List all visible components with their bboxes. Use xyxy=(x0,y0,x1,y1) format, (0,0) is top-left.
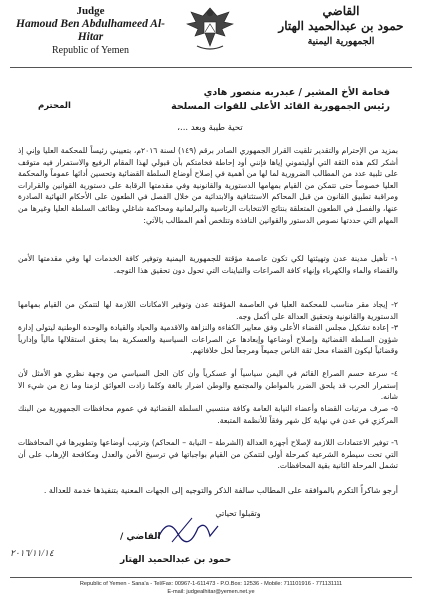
footer-contact xyxy=(10,580,412,596)
footer-divider xyxy=(10,577,412,578)
letterhead-name-ar: حمود بن عبدالحميد الهتار xyxy=(278,19,404,33)
demand-item: ٥- صرف مرتبات القضاة وأعضاء النيابة العامة وكافة منتسبي السلطة القضائية في عموم محافظات الجمهورية من البنك المركزي في عدن في نهاية كل شهر وفقاً للأنظمة المتبعة. xyxy=(18,404,398,425)
demand-item: ٣- إعادة تشكيل مجلس القضاء الأعلى وفق معايير الكفاءة والنزاهة والاقدمية والحياد والقيادة والوحدة الوطنية ليتولى إدارة شؤون السلطة القضائية وإصلاح أوضاعها وإبعادها عن الصراعات السياسية والعسكرية بما يحقق استقلالها مالياً وإدارياً وقضائياً ليكون القضاء محل ثقة الناس جميعاً ومرجعاً لحل خلافاتهم. xyxy=(18,323,398,356)
english-letterhead xyxy=(8,5,173,57)
signatory-name: حمود بن عبدالحميد الهتار xyxy=(120,555,232,565)
greeting: تحية طيبة وبعد ...، xyxy=(177,123,243,133)
letterhead-country-ar: الجمهورية اليمنية xyxy=(307,36,375,47)
footer-address: Republic of Yemen - Sana'a - Tel/Fax: 00967-1-611473 - P.O.Box: 12536 - Mobile: 711101916 - 771131111 xyxy=(79,581,343,587)
demand-item: ٦- توفير الاعتمادات اللازمة لإصلاح أجهزة العدالة (الشرطة – النيابة – المحاكم) وترتيب أوضاعها وتطويرها في المحافظات التي تحت سيطرة الشرعية كمرحلة أولى لتتمكن من القيام بواجباتها في ترسيخ الأمن والعدل ومكافحة الإرهاب على أن تشمل المرحلة الثانية بقية المحافظات. xyxy=(18,438,398,471)
arabic-letterhead xyxy=(266,4,416,49)
addressee-title: رئيس الجمهورية القائد الأعلى للقوات المسلحة xyxy=(171,101,390,112)
header-divider xyxy=(10,67,412,68)
footer-email: E-mail: judgealhitar@yemen.net.ye xyxy=(167,589,255,595)
closing-request: أرجو شاكراً التكرم بالموافقة على المطالب سالفة الذكر والتوجيه إلى الجهات المعنية بتنفيذها خدمة للعدالة . xyxy=(43,486,398,495)
letterhead-title-en: Judge xyxy=(76,5,105,17)
letterhead-name-en: Hamoud Ben Abdulhameed Al-Hitar xyxy=(16,18,165,43)
addressee: فخامة الأخ المشير / عبدربه منصور هادي xyxy=(203,87,390,98)
intro-paragraph: بمزيد من الإحترام والتقدير تلقيت القرار الجمهوري الصادر برقم (١٤٩) لسنة ٢٠١٦م، بتعييني رئيساً للمحكمة العليا وإني إذ أشكر لكم هذه الثقة التي أوليتموني إياها فإنني أود إحاطة فخامتكم بأن قبولي لهذا المقام الرفيع والاستمرار فيه متوقف على تلبية عدد من المطالب الضرورية لما لها من أهمية في إصلاح أوضاع السلطة القضائية وتحسين أدائها عموماً والمحكمة العليا خصوصاً حتى تتمكن من القيام بمهامها الدستورية والقانونية وفي مقدمتها الرقابة على دستورية القوانين والقرارات ومراقبة تطبيق القانون من قبل المحاكم الاستئنافية والابتدائية من خلال الفصل في الطعون على الأحكام النهائية الصادرة عنها، والفصل في الطعون المتعلقة بنتائج الانتخابات الرئاسية والبرلمانية ومحاكمة شاغلي وظائف السلطة العليا وغيرها من المهام التي حددتها نصوص الدستور والقوانين النافذة وتتلخص أهم المطالب بالآتي: xyxy=(18,146,399,225)
letterhead-title-ar: القاضي xyxy=(322,4,360,18)
respected-label: المحترم xyxy=(38,101,71,111)
yemen-eagle-emblem xyxy=(183,2,237,52)
signatory-title: القاضي / xyxy=(120,532,161,542)
closing-regards: وتقبلوا تحياتي xyxy=(215,509,261,518)
demand-item: ٢- إيجاد مقر مناسب للمحكمة العليا في العاصمة المؤقتة عدن وتوفير الامكانات اللازمة لها لتتمكن من القيام بمهامها الدستورية والقانونية وتحقيق العدالة على أكمل وجه. xyxy=(18,300,398,321)
letter-date: ٢٠١٦/١١/١٤ xyxy=(10,548,54,558)
demand-item: ١- تأهيل مدينة عدن وتهيئتها لكي تكون عاصمة مؤقتة للجمهورية اليمنية وتوفير كافة الخدمات لها وفي مقدمتها الأمن والقضاء والماء والكهرباء وإنهاء كافة الصراعات والتباينات التي تحول دون تحقيق هذا التوجه. xyxy=(18,254,398,275)
handwritten-signature xyxy=(148,508,228,552)
letterhead-country-en: Republic of Yemen xyxy=(52,45,129,56)
demand-item: ٤- سرعة حسم الصراع القائم في اليمن سياسياً أو عسكرياً وأن كان الحل السياسي من وجهة نظري هو الأمثل لأن إستمرار الحرب قد يلحق الضرر بالمواطن والمجتمع والوطن اضرار بالغة وكلما زادت العوائق لزمنا وما زع من شيء الا شانه. xyxy=(18,369,398,402)
